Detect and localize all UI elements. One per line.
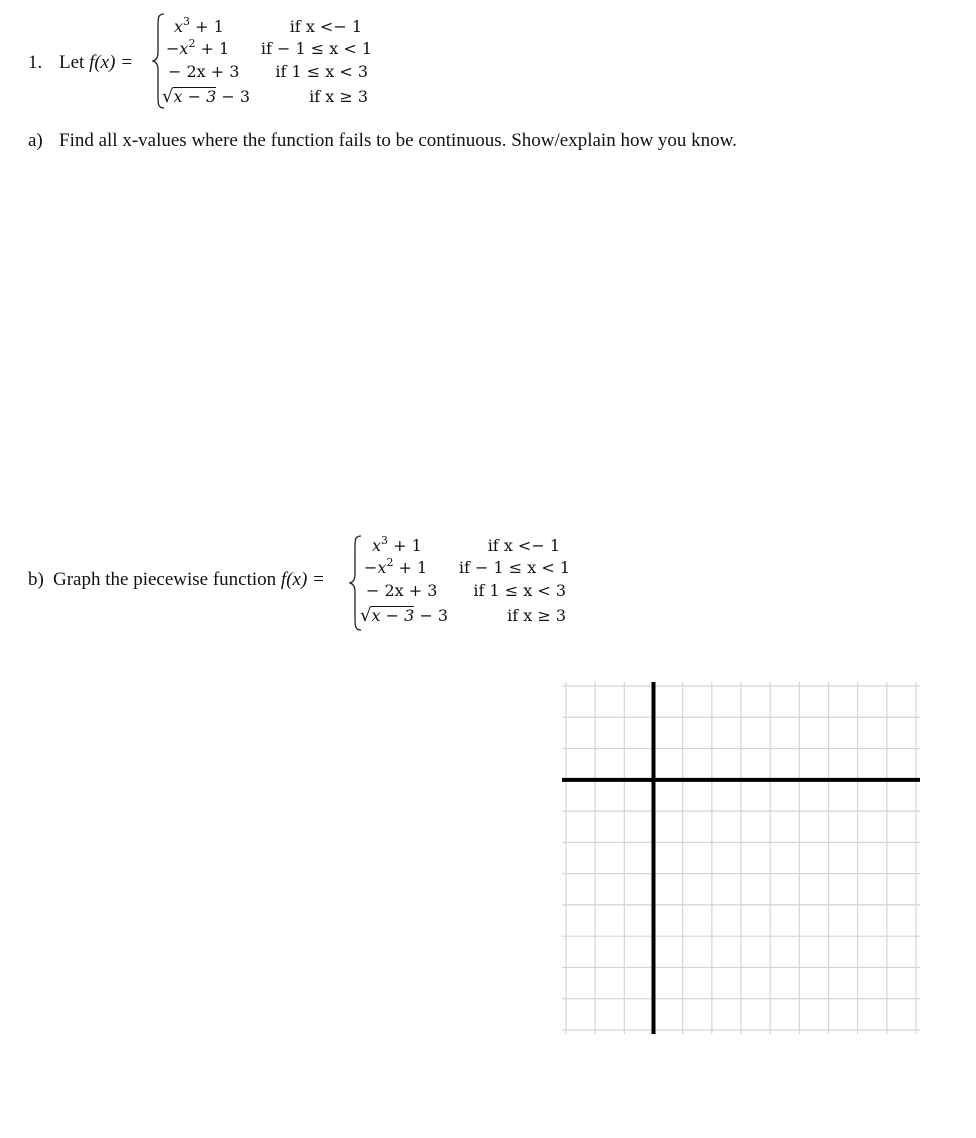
function-name: f(x) = [280,569,325,590]
piece-row [364,580,584,602]
piecewise-definition-2 [360,534,584,635]
piece-condition: if x ≥ 3 [507,606,566,625]
piece-condition: if − 1 ≤ x < 1 [260,39,372,58]
piece-expression: x − 3 [173,87,217,106]
piece-condition: if x ≥ 3 [309,87,368,106]
part-a-label: a) [28,130,43,151]
piece-expression: −x [166,39,189,58]
piece-expression: x [174,17,184,36]
sqrt-icon: √ [162,86,174,107]
piece-condition: if 1 ≤ x < 3 [473,581,566,600]
piece-condition: if x <− 1 [289,17,362,36]
part-b-label: b) [28,569,44,590]
piece-expression: −x [364,558,387,577]
sqrt-icon: √ [360,605,372,626]
piece-expression: x [372,536,382,555]
piece-expression: − 2x + 3 [366,581,438,600]
problem-intro [59,52,133,74]
part-a-question: Find all x-values where the function fails to be continuous. Show/explain how you know. [59,130,737,151]
piece-condition: if − 1 ≤ x < 1 [458,558,570,577]
piece-row: $-x^2 + 1$ if − 1 ≤ x < 1 [166,37,372,58]
part-b-text: Graph the piecewise function [53,569,281,590]
piece-row: $x^3 + 1$ if x <− 1 [174,15,362,36]
piecewise-definition-1 [162,15,386,116]
blank-coordinate-grid[interactable] [560,682,920,1038]
piece-condition: if 1 ≤ x < 3 [275,62,368,81]
piece-row: √x − 3 − 3 if x ≥ 3 [360,605,566,626]
part-b-question [53,569,325,591]
piece-condition: if x <− 1 [487,536,560,555]
intro-text: Let [59,52,90,73]
piece-row: √x − 3 − 3 if x ≥ 3 [162,86,368,107]
problem-number: 1. [28,52,43,73]
function-name: f(x) = [89,52,134,73]
piece-expression: − 2x + 3 [168,62,240,81]
piece-row [166,61,386,83]
piece-expression: x − 3 [371,606,415,625]
piece-row: $x^3 + 1$ if x <− 1 [372,534,560,555]
piece-row: $-x^2 + 1$ if − 1 ≤ x < 1 [364,556,570,577]
